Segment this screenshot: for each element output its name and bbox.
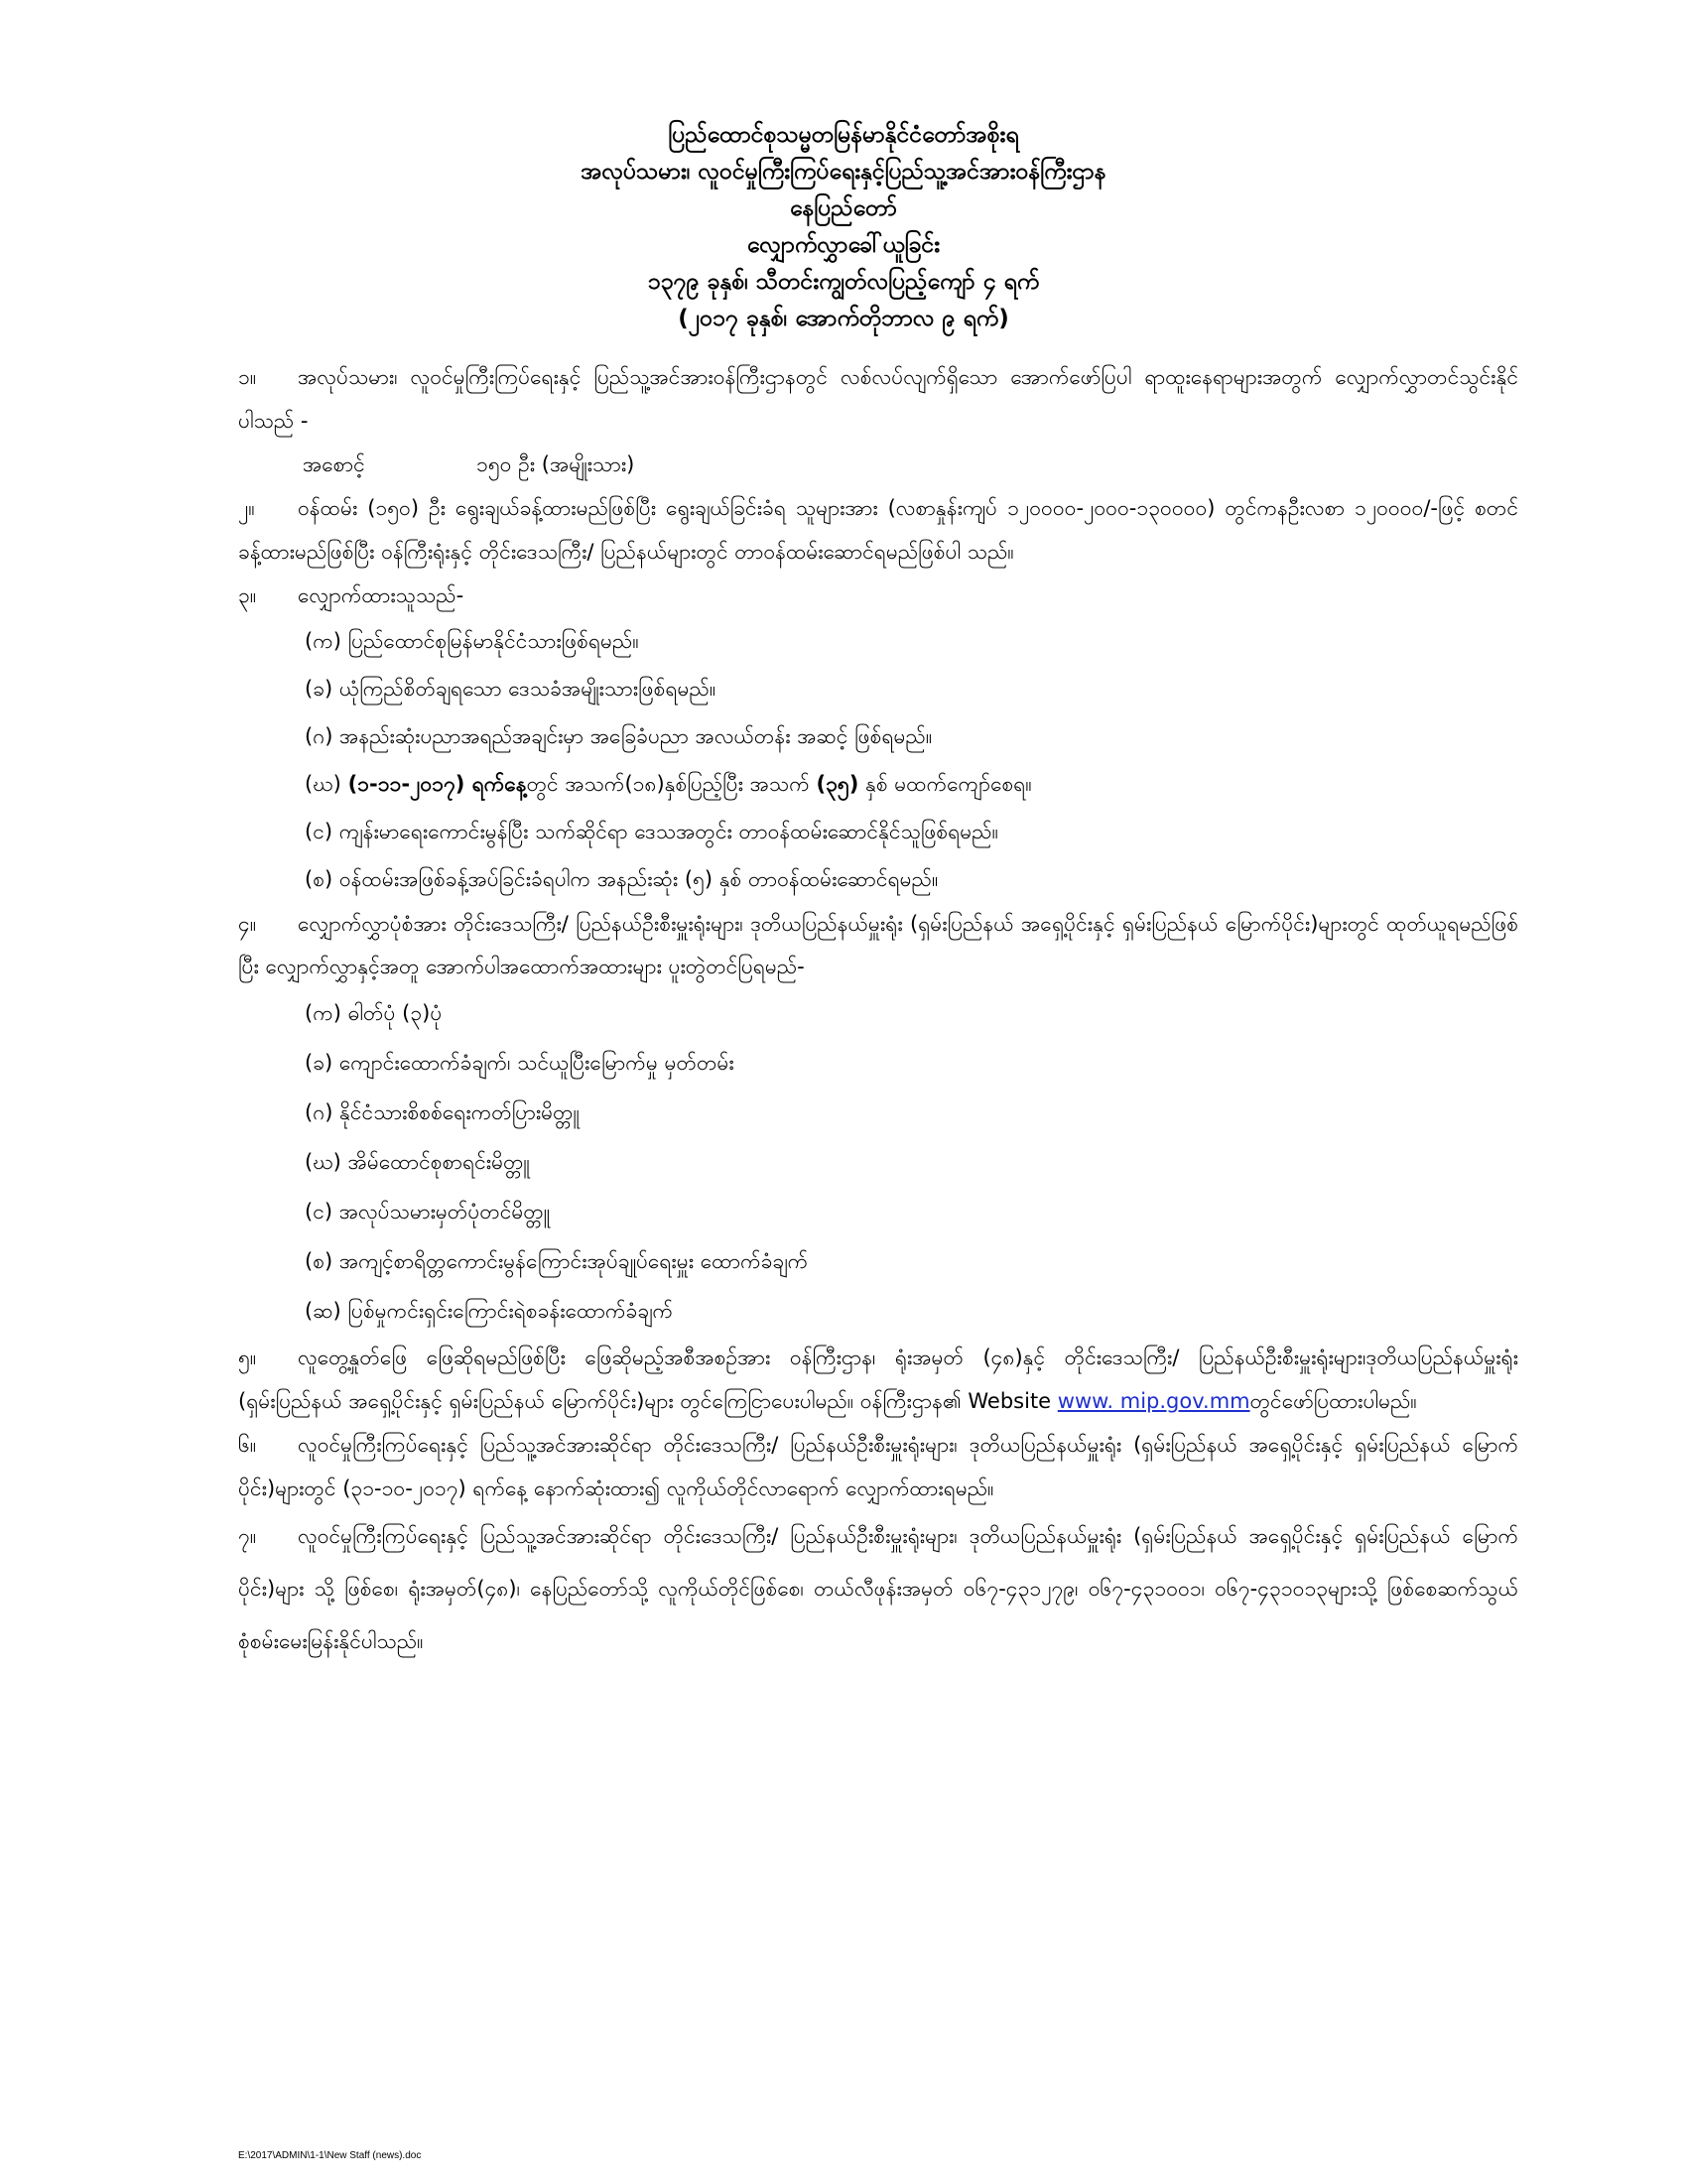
list-item: (က) ပြည်ထောင်စုမြန်မာနိုင်ငံသားဖြစ်ရမည်။ [305,629,639,653]
list-item: (ဆ) ပြစ်မှုကင်းရှင်းကြောင်းရဲစခန်းထောက်ခံချက် [305,1299,674,1323]
paragraph-text: လျှောက်ထားသူသည်- [298,583,464,607]
paragraph-7 [238,1510,1518,1668]
cutoff-date: (၁-၁၁-၂၀၁၇) ရက်နေ့ [347,772,527,796]
paragraph-number: ၅။ [238,1346,257,1369]
paragraph-1 [238,355,1518,443]
item-prefix: (ဃ) [305,772,348,796]
paragraph-5 [238,1336,1518,1423]
post-row [238,443,1518,486]
paragraph-number: ၂။ [238,496,255,520]
paragraph-3 [238,574,1518,617]
paragraph-text: လျှောက်လွှာပုံစံအား တိုင်းဒေသကြီး/ ပြည်နယ်ဦးစီးမှူးရုံးများ၊ ဒုတိယပြည်နယ်မှူးရုံး (ရှမ်းပြည်နယ် အရှေ့ပိုင်းနှင့် ရှမ်းပြည်နယ် မြောက်ပိုင်း)များတွင် ထုတ်ယူရမည်ဖြစ်ပြီး လျှောက်လွှာနှင့်အတူ အောက်ပါအထောက်အထားများ ပူးတွဲတင်ပြရမည်- [238,912,1518,978]
header-myanmar-date: ၁၃၇၉ ခုနှစ်၊ သီတင်းကျွတ်လပြည့်ကျော် ၄ ရက် [647,269,1040,295]
list-item: (က) ဓါတ်ပုံ (၃)ပုံ [305,1001,443,1025]
list-item: (စ) အကျင့်စာရိတ္တကောင်းမွန်ကြောင်းအုပ်ချုပ်ရေးမှူး ထောက်ခံချက် [305,1249,809,1273]
header-gregorian-date: (၂၀၁၇ ခုနှစ်၊ အောက်တိုဘာလ ၉ ရက်) [678,306,1009,331]
paragraph-text: လူဝင်မှုကြီးကြပ်ရေးနှင့် ပြည်သူ့အင်အားဆိုင်ရာ တိုင်းဒေသကြီး/ ပြည်နယ်ဦးစီးမှူးရုံးများ၊ ဒုတိယပြည်နယ်မှူးရုံး (ရှမ်းပြည်နယ် အရှေ့ပိုင်းနှင့် ရှမ်းပြည်နယ် မြောက်ပိုင်း)များ သို့ ဖြစ်စေ၊ ရုံးအမှတ်(၄၈)၊ နေပြည်တော်သို့ လူကိုယ်တိုင်ဖြစ်စေ၊ တယ်လီဖုန်းအမှတ် ၀၆၇-၄၃၁၂၇၉၊ ၀၆၇-၄၃၁၀၀၁၊ ၀၆၇-၄၃၁၀၁၃များသို့ ဖြစ်စေဆက်သွယ် စုံစမ်းမေးမြန်းနိုင်ပါသည်။ [238,1524,1518,1653]
header-ministry-title: အလုပ်သမား၊ လူဝင်မှုကြီးကြပ်ရေးနှင့်ပြည်သူ့အင်အားဝန်ကြီးဌာန [581,159,1106,185]
paragraph-number: ၇။ [238,1524,257,1548]
item-text: နှစ် မထက်ကျော်စေရ။ [858,772,1032,796]
list-item: (ဂ) နိုင်ငံသားစိစစ်ရေးကတ်ပြားမိတ္တူ [305,1100,580,1124]
post-value: ၁၅၀ ဦး (အမျိုးသား) [476,452,635,476]
list-item [238,760,1518,808]
paragraph-4 [238,903,1518,988]
paragraph-number: ၃။ [238,583,257,607]
document-body [238,355,1518,1668]
list-item: (ဂ) အနည်းဆုံးပညာအရည်အချင်းမှာ အခြေခံပညာ အလယ်တန်း အဆင့် ဖြစ်ရမည်။ [305,724,933,748]
header-notice-title: လျှောက်လွှာခေါ်ယူခြင်း [746,232,941,258]
paragraph-6 [238,1423,1518,1510]
document-header [258,117,1429,337]
header-government-title: ပြည်ထောင်စုသမ္မတမြန်မာနိုင်ငံတော်အစိုးရ [668,122,1019,148]
paragraph-text: ဝန်ထမ်း (၁၅၀) ဦး ရွေးချယ်ခန့်ထားမည်ဖြစ်ပြီး ရွေးချယ်ခြင်းခံရ သူများအား (လစာနှုန်းကျပ် ၁၂၀၀၀၀-၂၀၀၀-၁၃၀၀၀၀) တွင်ကနဦးလစာ ၁၂၀၀၀၀/-ဖြင့် စတင်ခန့်ထားမည်ဖြစ်ပြီး ဝန်ကြီးရုံးနှင့် တိုင်းဒေသကြီး/ ပြည်နယ်များတွင် တာဝန်ထမ်းဆောင်ရမည်ဖြစ်ပါ သည်။ [238,496,1518,564]
paragraph-text: လူတွေ့နှုတ်ဖြေ ဖြေဆိုရမည်ဖြစ်ပြီး ဖြေဆိုမည့်အစီအစဉ်အား ဝန်ကြီးဌာန၊ ရုံးအမှတ် (၄၈)နှင့် တိုင်းဒေသကြီး/ ပြည်နယ်ဦးစီးမှူးရုံးများ၊ဒုတိယပြည်နယ်မှူးရုံး (ရှမ်းပြည်နယ် အရှေ့ပိုင်းနှင့် ရှမ်းပြည်နယ် မြောက်ပိုင်း)များ တွင်ကြေငြာပေးပါမည်။ ဝန်ကြီးဌာန၏ Website [238,1346,1518,1413]
footer-file-path: E:\2017\ADMIN\1-1\New Staff (news).doc [238,2150,422,2161]
required-documents-list [238,988,1518,1336]
list-item: (င) အလုပ်သမားမှတ်ပုံတင်မိတ္တူ [305,1200,550,1223]
paragraph-2 [238,486,1518,574]
item-text: တွင် အသက်(၁၈)နှစ်ပြည့်ပြီး အသက် [526,772,817,796]
eligibility-list [238,617,1518,903]
paragraph-number: ၄။ [238,912,257,936]
post-label: အစောင့် [303,452,365,476]
list-item: (ခ) ယုံကြည်စိတ်ချရသော ဒေသခံအမျိုးသားဖြစ်ရမည်။ [305,677,716,701]
paragraph-tail: တွင်ဖော်ပြထားပါမည်။ [1249,1389,1417,1413]
list-item: (ဃ) အိမ်ထောင်စုစာရင်းမိတ္တူ [305,1150,530,1174]
max-age: (၃၅) [816,772,859,796]
paragraph-number: ၁။ [238,365,257,389]
list-item: (စ) ဝန်ထမ်းအဖြစ်ခန့်အပ်ခြင်းခံရပါက အနည်းဆုံး (၅) နှစ် တာဝန်ထမ်းဆောင်ရမည်။ [305,867,939,891]
website-link[interactable]: www. mip.gov.mm [1057,1389,1250,1413]
paragraph-text: လူဝင်မှုကြီးကြပ်ရေးနှင့် ပြည်သူ့အင်အားဆိုင်ရာ တိုင်းဒေသကြီး/ ပြည်နယ်ဦးစီးမှူးရုံးများ၊ ဒုတိယပြည်နယ်မှူးရုံး (ရှမ်းပြည်နယ် အရှေ့ပိုင်းနှင့် ရှမ်းပြည်နယ် မြောက်ပိုင်း)များတွင် (၃၁-၁၀-၂၀၁၇) ရက်နေ့ နောက်ဆုံးထား၍ လူကိုယ်တိုင်လာရောက် လျှောက်ထားရမည်။ [238,1433,1518,1500]
paragraph-text: အလုပ်သမား၊ လူဝင်မှုကြီးကြပ်ရေးနှင့် ပြည်သူ့အင်အားဝန်ကြီးဌာနတွင် လစ်လပ်လျက်ရှိသော အောက်ဖော်ပြပါ ရာထူးနေရာများအတွက် လျှောက်လွှာတင်သွင်းနိုင်ပါသည် - [238,365,1518,433]
list-item: (င) ကျန်းမာရေးကောင်းမွန်ပြီး သက်ဆိုင်ရာ ဒေသအတွင်း တာဝန်ထမ်းဆောင်နိုင်သူဖြစ်ရမည်။ [305,820,998,843]
list-item: (ခ) ကျောင်းထောက်ခံချက်၊ သင်ယူပြီးမြောက်မှု မှတ်တမ်း [305,1051,734,1075]
header-location: နေပြည်တော် [790,195,897,221]
paragraph-number: ၆။ [238,1433,257,1457]
